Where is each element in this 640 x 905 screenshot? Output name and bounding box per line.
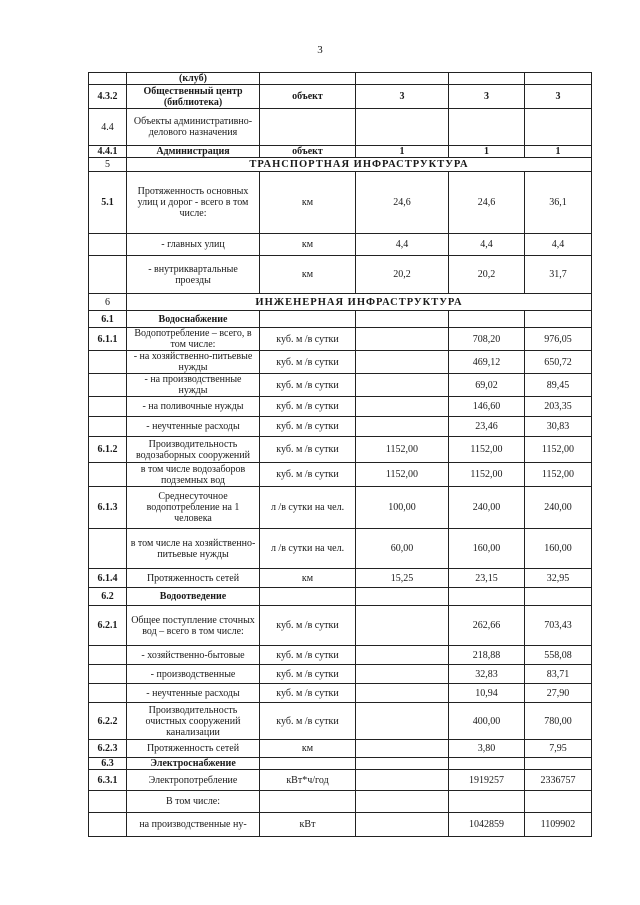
table-row <box>89 437 592 463</box>
row-id <box>89 397 127 417</box>
section-title: ТРАНСПОРТНАЯ ИНФРАСТРУКТУРА <box>127 158 592 172</box>
value-3: 780,00 <box>525 703 592 740</box>
section-row <box>89 158 592 172</box>
value-3: 703,43 <box>525 606 592 646</box>
value-3: 976,05 <box>525 328 592 351</box>
indicator-name: - внутриквартальные проезды <box>127 256 260 294</box>
row-id: 6.1.3 <box>89 487 127 529</box>
value-1 <box>356 606 449 646</box>
value-1: 60,00 <box>356 529 449 569</box>
row-id <box>89 374 127 397</box>
value-2: 1152,00 <box>449 437 525 463</box>
row-id: 5.1 <box>89 172 127 234</box>
row-id <box>89 417 127 437</box>
table-row <box>89 374 592 397</box>
unit: кВт*ч/год <box>260 770 356 791</box>
value-3: 27,90 <box>525 684 592 703</box>
indicator-name: Производительность очистных сооружений канализации <box>127 703 260 740</box>
value-1 <box>356 646 449 665</box>
value-1: 4,4 <box>356 234 449 256</box>
value-3: 160,00 <box>525 529 592 569</box>
value-2: 3 <box>449 85 525 109</box>
table-row <box>89 646 592 665</box>
row-id <box>89 646 127 665</box>
row-id <box>89 256 127 294</box>
row-id: 5 <box>89 158 127 172</box>
value-1 <box>356 311 449 328</box>
value-3: 650,72 <box>525 351 592 374</box>
indicator-name: - неучтенные расходы <box>127 417 260 437</box>
value-2: 218,88 <box>449 646 525 665</box>
value-1 <box>356 417 449 437</box>
value-2: 160,00 <box>449 529 525 569</box>
value-1 <box>356 328 449 351</box>
value-2: 708,20 <box>449 328 525 351</box>
value-2 <box>449 311 525 328</box>
value-3: 36,1 <box>525 172 592 234</box>
unit: л /в сутки на чел. <box>260 529 356 569</box>
table-row <box>89 703 592 740</box>
indicator-name: в том числе водозаборов подземных вод <box>127 463 260 487</box>
value-2: 146,60 <box>449 397 525 417</box>
indicator-name: на производственные ну- <box>127 813 260 837</box>
row-id: 6.1.2 <box>89 437 127 463</box>
table-row <box>89 256 592 294</box>
indicator-name: - производственные <box>127 665 260 684</box>
unit <box>260 311 356 328</box>
indicator-name: - неучтенные расходы <box>127 684 260 703</box>
unit: куб. м /в сутки <box>260 437 356 463</box>
value-2: 4,4 <box>449 234 525 256</box>
value-3: 558,08 <box>525 646 592 665</box>
value-2: 3,80 <box>449 740 525 758</box>
table-row <box>89 463 592 487</box>
infrastructure-table <box>88 72 592 837</box>
value-1 <box>356 813 449 837</box>
value-2: 23,15 <box>449 569 525 588</box>
value-2: 400,00 <box>449 703 525 740</box>
unit: куб. м /в сутки <box>260 646 356 665</box>
table-row <box>89 791 592 813</box>
table-row <box>89 311 592 328</box>
value-3: 32,95 <box>525 569 592 588</box>
table-row <box>89 234 592 256</box>
indicator-name: Производительность водозаборных сооружений <box>127 437 260 463</box>
row-id: 6.1.1 <box>89 328 127 351</box>
page-number: 3 <box>317 44 323 56</box>
value-2: 262,66 <box>449 606 525 646</box>
unit: куб. м /в сутки <box>260 606 356 646</box>
row-id <box>89 73 127 85</box>
table-row <box>89 770 592 791</box>
unit: куб. м /в сутки <box>260 703 356 740</box>
value-3: 1152,00 <box>525 437 592 463</box>
value-1: 1152,00 <box>356 463 449 487</box>
unit: км <box>260 569 356 588</box>
table-row <box>89 85 592 109</box>
indicator-name: Электроснабжение <box>127 758 260 770</box>
indicator-name: Администрация <box>127 146 260 158</box>
row-id <box>89 529 127 569</box>
indicator-name: Объекты административно-делового назначения <box>127 109 260 146</box>
value-3: 7,95 <box>525 740 592 758</box>
unit: км <box>260 234 356 256</box>
value-2: 32,83 <box>449 665 525 684</box>
unit: км <box>260 256 356 294</box>
value-2: 1919257 <box>449 770 525 791</box>
table-row <box>89 73 592 85</box>
row-id: 6.2.2 <box>89 703 127 740</box>
value-1 <box>356 740 449 758</box>
value-1 <box>356 588 449 606</box>
unit: км <box>260 740 356 758</box>
unit: км <box>260 172 356 234</box>
value-3 <box>525 758 592 770</box>
value-1 <box>356 109 449 146</box>
value-2: 69,02 <box>449 374 525 397</box>
indicator-name: Общее поступление сточных вод – всего в том числе: <box>127 606 260 646</box>
table-row <box>89 109 592 146</box>
table-row <box>89 665 592 684</box>
value-1 <box>356 684 449 703</box>
row-id: 6.2.3 <box>89 740 127 758</box>
table-row <box>89 740 592 758</box>
indicator-name: Протяженность основных улиц и дорог - всего в том числе: <box>127 172 260 234</box>
unit: куб. м /в сутки <box>260 351 356 374</box>
value-3 <box>525 791 592 813</box>
indicator-name: (клуб) <box>127 73 260 85</box>
value-3: 31,7 <box>525 256 592 294</box>
value-2: 24,6 <box>449 172 525 234</box>
unit <box>260 588 356 606</box>
value-3 <box>525 73 592 85</box>
value-1: 100,00 <box>356 487 449 529</box>
table-row <box>89 529 592 569</box>
row-id: 6.3 <box>89 758 127 770</box>
row-id: 6.1 <box>89 311 127 328</box>
value-3 <box>525 311 592 328</box>
value-2: 1152,00 <box>449 463 525 487</box>
unit: куб. м /в сутки <box>260 684 356 703</box>
indicator-name: Среднесуточное водопотребление на 1 человека <box>127 487 260 529</box>
value-2 <box>449 791 525 813</box>
value-3 <box>525 109 592 146</box>
row-id <box>89 813 127 837</box>
table-row <box>89 588 592 606</box>
row-id <box>89 234 127 256</box>
table-row <box>89 328 592 351</box>
value-3: 1 <box>525 146 592 158</box>
value-2: 1042859 <box>449 813 525 837</box>
unit: куб. м /в сутки <box>260 665 356 684</box>
indicator-name: Водоснабжение <box>127 311 260 328</box>
unit: куб. м /в сутки <box>260 328 356 351</box>
table-row <box>89 813 592 837</box>
indicator-name: Водопотребление – всего, в том числе: <box>127 328 260 351</box>
unit: л /в сутки на чел. <box>260 487 356 529</box>
unit: куб. м /в сутки <box>260 397 356 417</box>
unit: кВт <box>260 813 356 837</box>
value-1 <box>356 397 449 417</box>
value-2: 240,00 <box>449 487 525 529</box>
value-1: 1 <box>356 146 449 158</box>
row-id <box>89 463 127 487</box>
value-2: 1 <box>449 146 525 158</box>
value-1 <box>356 374 449 397</box>
value-1 <box>356 791 449 813</box>
unit: куб. м /в сутки <box>260 374 356 397</box>
row-id <box>89 665 127 684</box>
row-id: 6.2 <box>89 588 127 606</box>
indicator-name: Электропотребление <box>127 770 260 791</box>
indicator-name: в том числе на хозяйственно-питьевые нужды <box>127 529 260 569</box>
row-id: 6.3.1 <box>89 770 127 791</box>
value-1: 1152,00 <box>356 437 449 463</box>
table-row <box>89 146 592 158</box>
value-2: 20,2 <box>449 256 525 294</box>
value-1 <box>356 665 449 684</box>
value-3: 89,45 <box>525 374 592 397</box>
indicator-name: Протяженность сетей <box>127 569 260 588</box>
value-3: 30,83 <box>525 417 592 437</box>
row-id: 6 <box>89 294 127 311</box>
value-2 <box>449 109 525 146</box>
unit <box>260 73 356 85</box>
indicator-name: - на производственные нужды <box>127 374 260 397</box>
value-1: 3 <box>356 85 449 109</box>
indicator-name: Общественный центр (библиотека) <box>127 85 260 109</box>
unit <box>260 791 356 813</box>
value-1: 24,6 <box>356 172 449 234</box>
table-row <box>89 487 592 529</box>
unit: объект <box>260 85 356 109</box>
value-2 <box>449 758 525 770</box>
value-1 <box>356 703 449 740</box>
unit <box>260 109 356 146</box>
value-3: 240,00 <box>525 487 592 529</box>
value-2: 23,46 <box>449 417 525 437</box>
table-row <box>89 569 592 588</box>
row-id: 4.3.2 <box>89 85 127 109</box>
unit: куб. м /в сутки <box>260 463 356 487</box>
table-row <box>89 758 592 770</box>
value-1 <box>356 758 449 770</box>
row-id: 4.4.1 <box>89 146 127 158</box>
value-3: 3 <box>525 85 592 109</box>
value-3: 4,4 <box>525 234 592 256</box>
unit: объект <box>260 146 356 158</box>
table-row <box>89 351 592 374</box>
value-3: 203,35 <box>525 397 592 417</box>
row-id <box>89 684 127 703</box>
indicator-name: Протяженность сетей <box>127 740 260 758</box>
value-2: 10,94 <box>449 684 525 703</box>
value-3: 2336757 <box>525 770 592 791</box>
row-id <box>89 791 127 813</box>
value-1 <box>356 351 449 374</box>
value-1 <box>356 770 449 791</box>
indicator-name: - главных улиц <box>127 234 260 256</box>
indicator-name: - на хозяйственно-питьевые нужды <box>127 351 260 374</box>
unit <box>260 758 356 770</box>
table-row <box>89 172 592 234</box>
unit: куб. м /в сутки <box>260 417 356 437</box>
table-row <box>89 684 592 703</box>
value-2 <box>449 73 525 85</box>
value-1: 20,2 <box>356 256 449 294</box>
value-2: 469,12 <box>449 351 525 374</box>
indicator-name: - на поливочные нужды <box>127 397 260 417</box>
table-row <box>89 606 592 646</box>
table-row <box>89 417 592 437</box>
row-id <box>89 351 127 374</box>
value-1 <box>356 73 449 85</box>
row-id: 6.2.1 <box>89 606 127 646</box>
value-3 <box>525 588 592 606</box>
indicator-name: - хозяйственно-бытовые <box>127 646 260 665</box>
row-id: 4.4 <box>89 109 127 146</box>
value-1: 15,25 <box>356 569 449 588</box>
section-title: ИНЖЕНЕРНАЯ ИНФРАСТРУКТУРА <box>127 294 592 311</box>
indicator-name: Водоотведение <box>127 588 260 606</box>
value-3: 1109902 <box>525 813 592 837</box>
value-2 <box>449 588 525 606</box>
value-3: 83,71 <box>525 665 592 684</box>
section-row <box>89 294 592 311</box>
row-id: 6.1.4 <box>89 569 127 588</box>
indicator-name: В том числе: <box>127 791 260 813</box>
value-3: 1152,00 <box>525 463 592 487</box>
table-row <box>89 397 592 417</box>
